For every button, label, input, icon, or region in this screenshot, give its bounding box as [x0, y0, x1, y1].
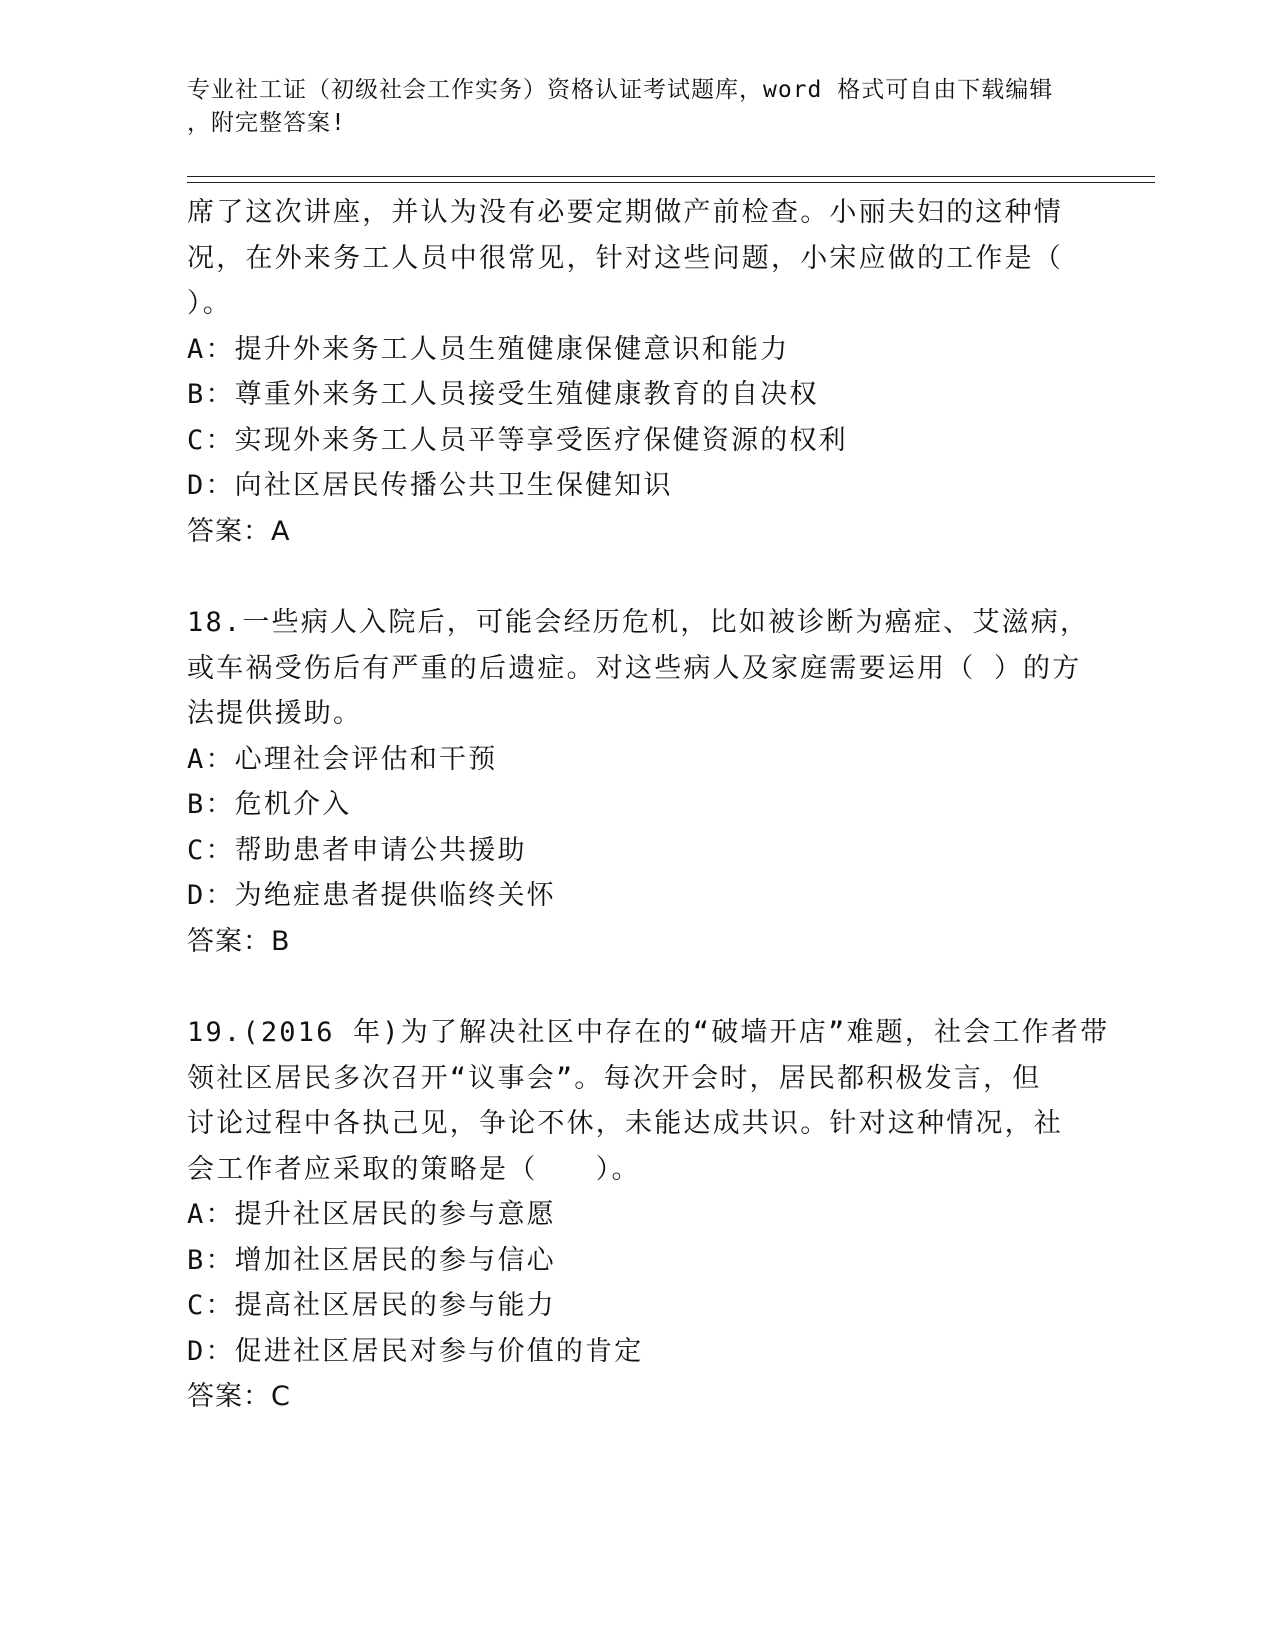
header-title-line-2: ，附完整答案! [187, 110, 346, 136]
option-a: A：提升社区居民的参与意愿 [187, 1199, 556, 1230]
option-a: A：心理社会评估和干预 [187, 743, 498, 775]
option-c: C：实现外来务工人员平等享受医疗保健资源的权利 [187, 424, 848, 456]
question-stem-line: 19.(2016 年)为了解决社区中存在的“破墙开店”难题，社会工作者带 [187, 1017, 1110, 1048]
option-d: D：向社区居民传播公共卫生保健知识 [187, 470, 673, 501]
option-d: D：促进社区居民对参与价值的肯定 [187, 1335, 644, 1367]
question-block [187, 1010, 1110, 1420]
question-stem-line: 讨论过程中各执己见，争论不休，未能达成共识。针对这种情况，社 [187, 1108, 1063, 1139]
answer-line: 答案：A [187, 515, 291, 547]
question-stem-line: 况，在外来务工人员中很常见，针对这些问题，小宋应做的工作是（ [187, 242, 1063, 274]
question-stem-line: 会工作者应采取的策略是（ ）。 [187, 1153, 641, 1185]
question-stem-line: 法提供援助。 [187, 698, 363, 729]
page-header [187, 74, 1067, 140]
question-stem-line: 领社区居民多次召开“议事会”。每次开会时，居民都积极发言，但 [187, 1062, 1042, 1094]
question-block [187, 190, 1087, 554]
spacer [187, 554, 1087, 600]
header-title-line-1: 专业社工证（初级社会工作实务）资格认证考试题库，word 格式可自由下载编辑 [187, 77, 1054, 103]
option-c: C：帮助患者申请公共援助 [187, 834, 527, 866]
spacer [187, 964, 1087, 1010]
option-b: B：尊重外来务工人员接受生殖健康教育的自决权 [187, 379, 819, 410]
header-divider-bottom [187, 182, 1155, 183]
answer-line: 答案：C [187, 1381, 291, 1412]
header-divider-top [187, 176, 1155, 177]
question-stem-line: ）。 [187, 288, 232, 319]
option-b: B：危机介入 [187, 789, 352, 820]
question-list [187, 190, 1110, 1420]
option-b: B：增加社区居民的参与信心 [187, 1244, 556, 1276]
option-a: A：提升外来务工人员生殖健康保健意识和能力 [187, 333, 790, 365]
question-stem-line: 或车祸受伤后有严重的后遗症。对这些病人及家庭需要运用（ ）的方 [187, 652, 1082, 684]
question-stem-line: 席了这次讲座，并认为没有必要定期做产前检查。小丽夫妇的这种情 [187, 197, 1063, 228]
answer-line: 答案：B [187, 925, 291, 957]
option-c: C：提高社区居民的参与能力 [187, 1290, 556, 1321]
question-stem-line: 18.一些病人入院后，可能会经历危机，比如被诊断为癌症、艾滋病， [187, 607, 1090, 638]
option-d: D：为绝症患者提供临终关怀 [187, 880, 556, 911]
question-block [187, 600, 1090, 964]
